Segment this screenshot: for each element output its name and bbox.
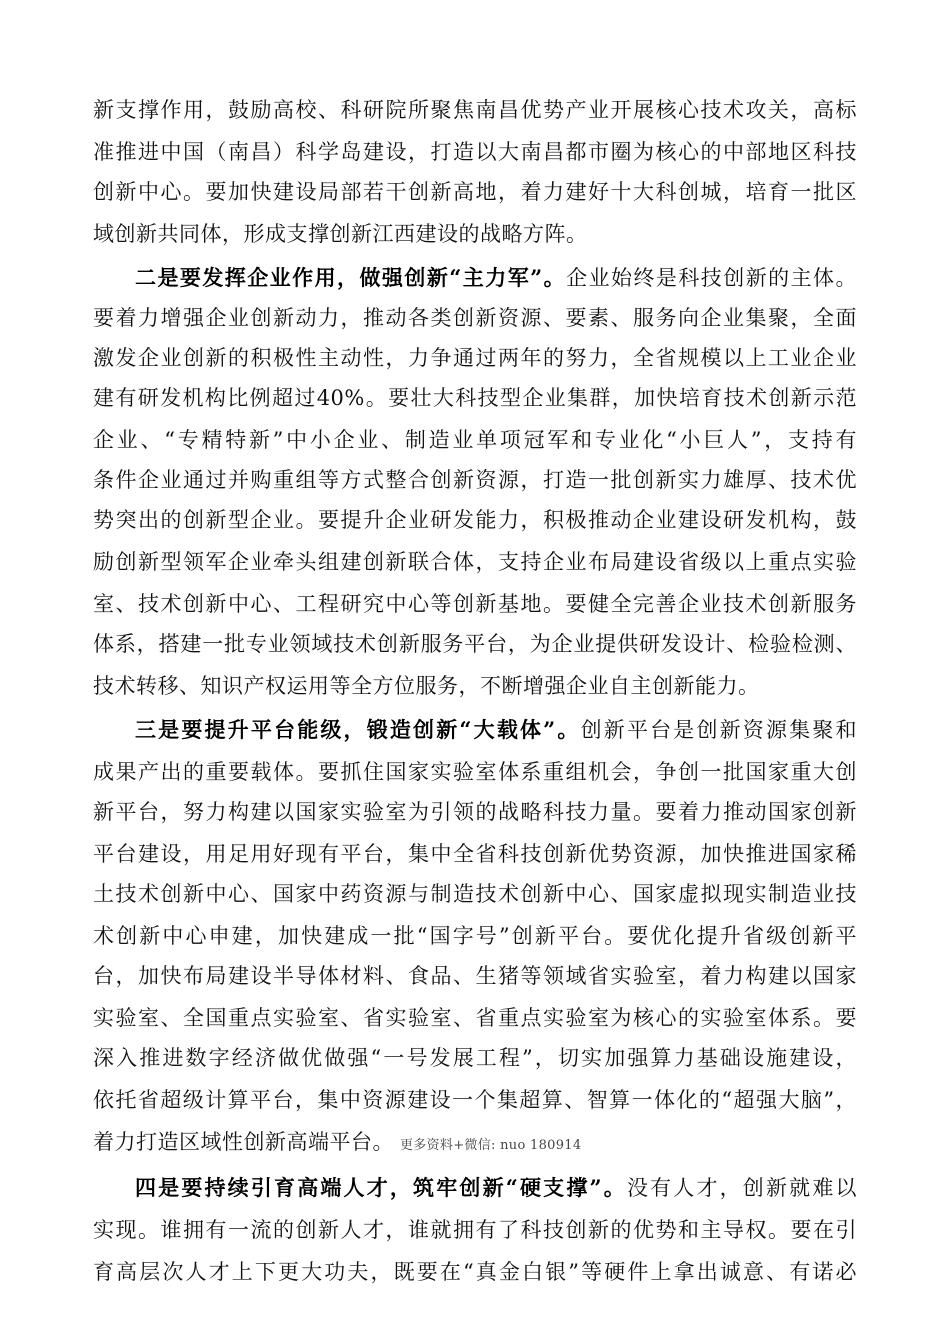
watermark-note: 更多资料+微信: nuo 180914 [400,1138,582,1153]
paragraph-line: 企业、“专精特新”中小企业、制造业单项冠军和专业化“小巨人”，支持有 [93,428,857,452]
paragraph-line: 平台建设，用足用好现有平台，集中全省科技创新优势资源，加快推进国家稀 [93,842,857,866]
paragraph-line: 体系，搭建一批专业领域技术创新服务平台，为企业提供研发设计、检验检测、 [93,632,857,656]
paragraph-line: 深入推进数字经济做优做强“一号发展工程”，切实加强算力基础设施建设， [93,1046,857,1070]
paragraph-line: 势突出的创新型企业。要提升企业研发能力，积极推动企业建设研发机构，鼓 [93,508,857,532]
section-heading: 二是要发挥企业作用，做强创新“主力军”。 [135,265,567,290]
paragraph-line: 实验室、全国重点实验室、省实验室、省重点实验室为核心的实验室体系。要 [93,1006,857,1030]
paragraph-line: 新平台，努力构建以国家实验室为引领的战略科技力量。要着力推动国家创新 [93,800,857,824]
paragraph-line: 域创新共同体，形成支撑创新江西建设的战略方阵。 [93,222,588,246]
paragraph-line: 要着力增强企业创新动力，推动各类创新资源、要素、服务向企业集聚，全面 [93,306,857,330]
paragraph-line: 土技术创新中心、国家中药资源与制造技术创新中心、国家虚拟现实制造业技 [93,882,857,906]
section-heading: 三是要提升平台能级，锻造创新“大载体”。 [135,717,581,742]
paragraph-line: 育高层次人才上下更大功夫，既要在“真金白银”等硬件上拿出诚意、有诺必 [93,1260,857,1284]
paragraph-line: 室、技术创新中心、工程研究中心等创新基地。要健全完善企业技术创新服务 [93,592,857,616]
paragraph-line: 术创新中心申建，加快建成一批“国字号”创新平台。要优化提升省级创新平 [93,924,857,948]
paragraph-line: 台，加快布局建设半导体材料、食品、生猪等领域省实验室，着力构建以国家 [93,964,857,988]
paragraph-line: 励创新型领军企业牵头组建创新联合体，支持企业布局建设省级以上重点实验 [93,550,857,574]
section-heading: 四是要持续引育高端人才，筑牢创新“硬支撑”。 [135,1175,627,1200]
paragraph-line: 依托省超级计算平台，集中资源建设一个集超算、智算一体化的“超强大脑”， [93,1088,857,1112]
paragraph-line: 实现。谁拥有一流的创新人才，谁就拥有了科技创新的优势和主导权。要在引 [93,1218,857,1242]
paragraph-line: 创新中心。要加快建设局部若干创新高地，着力建好十大科创城，培育一批区 [93,180,857,204]
paragraph-line: 成果产出的重要载体。要抓住国家实验室体系重组机会，争创一批国家重大创 [93,760,857,784]
paragraph-line: 建有研发机构比例超过40%。要壮大科技型企业集群，加快培育技术创新示范 [93,386,857,410]
section-heading-line: 三是要提升平台能级，锻造创新“大载体”。创新平台是创新资源集聚和 [135,717,857,742]
paragraph-line: 准推进中国（南昌）科学岛建设，打造以大南昌都市圈为核心的中部地区科技 [93,140,857,164]
paragraph-line: 激发企业创新的积极性主动性，力争通过两年的努力，全省规模以上工业企业 [93,346,857,370]
paragraph-line: 条件企业通过并购重组等方式整合创新资源，打造一批创新实力雄厚、技术优 [93,468,857,492]
paragraph-line: 着力打造区域性创新高端平台。 更多资料+微信: nuo 180914 [93,1130,582,1154]
paragraph-line: 新支撑作用，鼓励高校、科研院所聚焦南昌优势产业开展核心技术攻关，高标 [93,98,857,122]
paragraph-line: 技术转移、知识产权运用等全方位服务，不断增强企业自主创新能力。 [93,674,760,698]
section-heading-line: 二是要发挥企业作用，做强创新“主力军”。企业始终是科技创新的主体。 [135,265,857,290]
section-heading-line: 四是要持续引育高端人才，筑牢创新“硬支撑”。没有人才，创新就难以 [135,1175,857,1200]
